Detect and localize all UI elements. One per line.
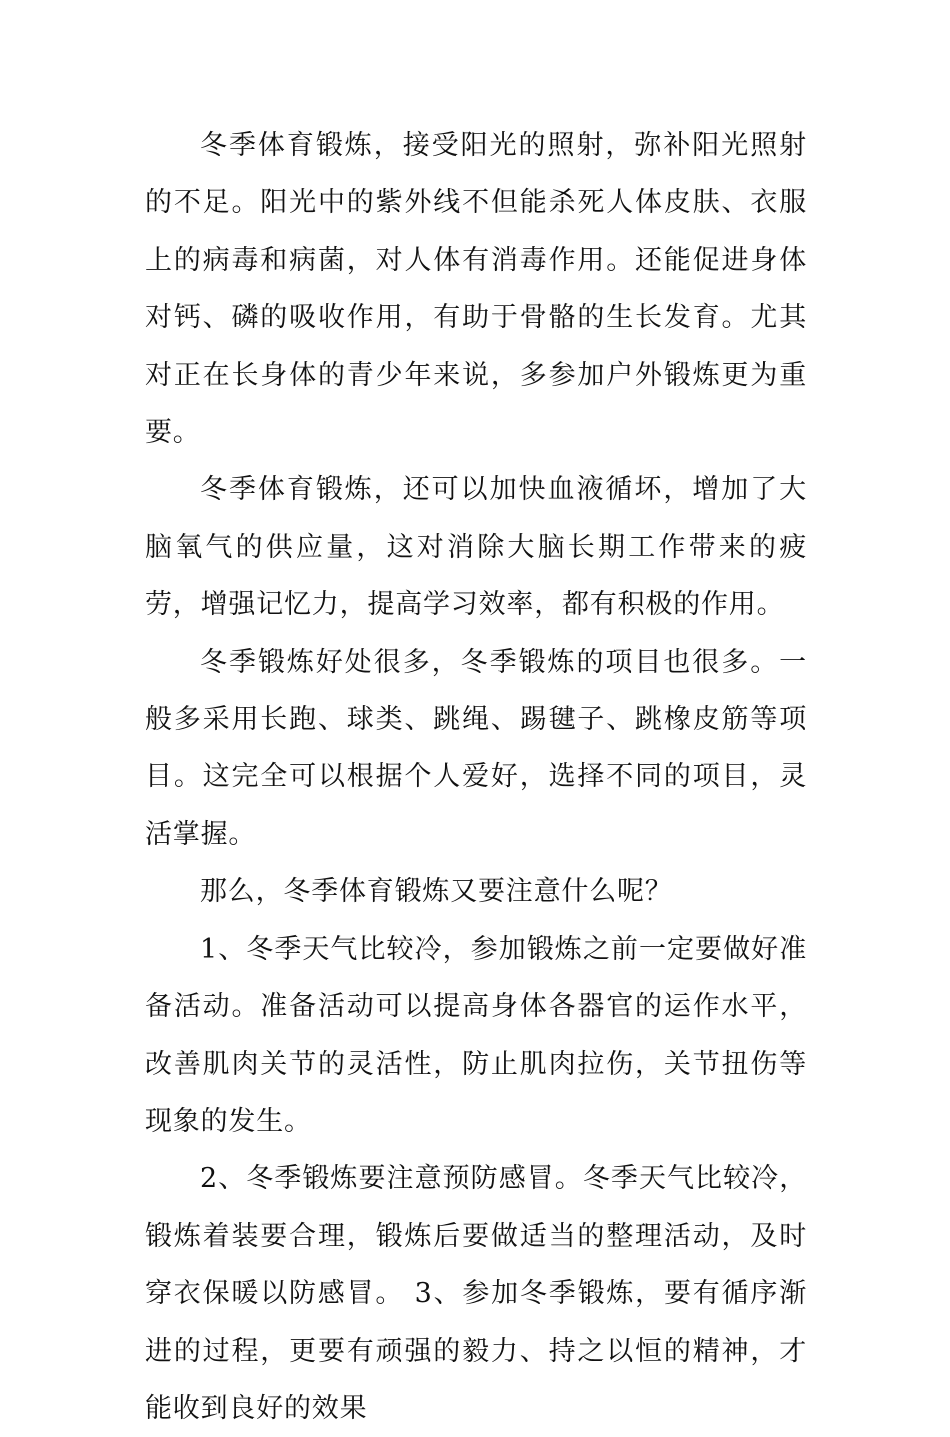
paragraph-blood-circulation: 冬季体育锻炼，还可以加快血液循坏，增加了大脑氧气的供应量，这对消除大脑长期工作带来的疲劳，增强记忆力，提高学习效率，都有积极的作用。 [145,474,807,621]
paragraph-question: 那么，冬季体育锻炼又要注意什么呢？ [200,876,673,908]
document-body [145,117,807,1437]
paragraph-point-2-3: 2、冬季锻炼要注意预防感冒。冬季天气比较冷，锻炼着装要合理，锻炼后要做适当的整理活动，及时穿衣保暖以防感冒。 3、参加冬季锻炼，要有循序渐进的过程，更要有顽强的毅力、持之以恒的精神，才能收到良好的效果 [145,1163,807,1424]
paragraph-point-1: 1、冬季天气比较冷，参加锻炼之前一定要做好准备活动。准备活动可以提高身体各器官的运作水平，改善肌肉关节的灵活性，防止肌肉拉伤，关节扭伤等现象的发生。 [145,933,807,1137]
paragraph-sunlight: 冬季体育锻炼，接受阳光的照射，弥补阳光照射的不足。阳光中的紫外线不但能杀死人体皮肤、衣服上的病毒和病菌，对人体有消毒作用。还能促进身体对钙、磷的吸收作用，有助于骨骼的生长发育。尤其对正在长身体的青少年来说，多参加户外锻炼更为重要。 [145,130,807,449]
paragraph-exercise-items: 冬季锻炼好处很多，冬季锻炼的项目也很多。一般多采用长跑、球类、跳绳、踢毽子、跳橡皮筋等项目。这完全可以根据个人爱好，选择不同的项目，灵活掌握。 [145,646,807,850]
